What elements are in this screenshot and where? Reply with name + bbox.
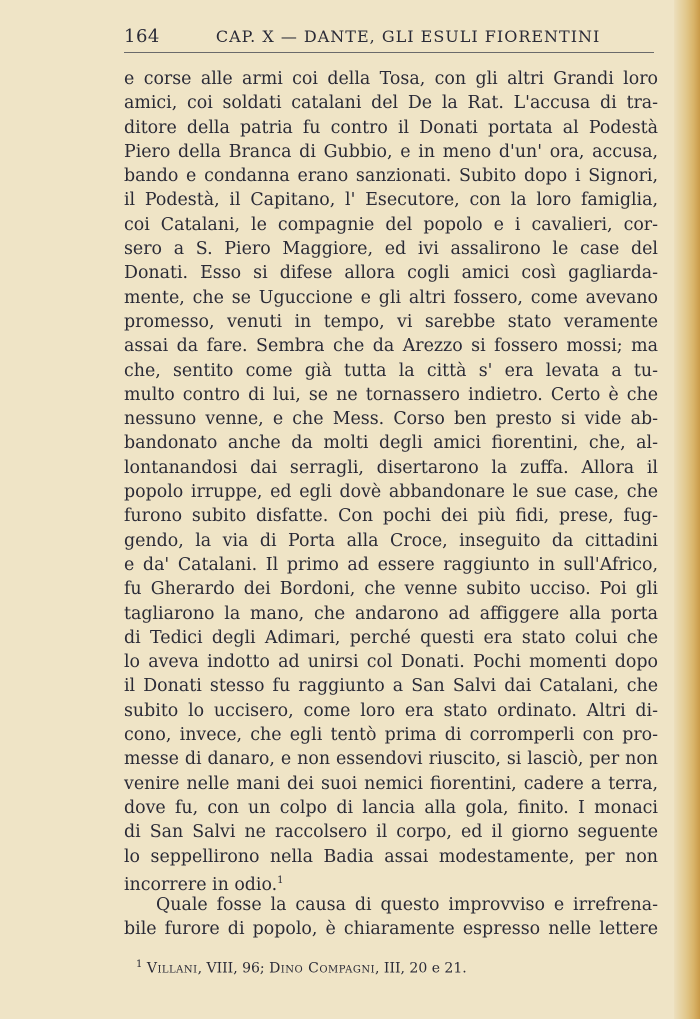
text-line: di Tedici degli Adimari, perché questi era stato colui che bbox=[124, 627, 658, 648]
page-edge bbox=[674, 0, 700, 1019]
text-line: gendo, la via di Porta alla Croce, inseguito da cittadini bbox=[124, 530, 658, 551]
page-header bbox=[124, 26, 658, 47]
text-line: lontanandosi dai serragli, disertarono la zuffa. Allora il bbox=[124, 457, 658, 478]
text-line: e da' Catalani. Il primo ad essere raggiunto in sull'Africo, bbox=[124, 554, 658, 575]
text-line: messe di danaro, e non essendovi riuscito, si lasciò, per non bbox=[124, 749, 658, 770]
text-line: fu Gherardo dei Bordoni, che venne subito ucciso. Poi gli bbox=[124, 579, 658, 600]
footnote-author: Villani bbox=[146, 960, 198, 977]
text-line: mente, che se Uguccione e gli altri fossero, come avevano bbox=[124, 287, 658, 308]
text-line-paragraph-start: Quale fosse la causa di questo improvviso e irrefrena- bbox=[156, 895, 658, 916]
text-line: di San Salvi ne raccolsero il corpo, ed il giorno seguente bbox=[124, 822, 658, 843]
running-head: CAP. X — DANTE, GLI ESULI FIORENTINI bbox=[215, 27, 601, 46]
text-line: Piero della Branca di Gubbio, e in meno d'un' ora, accusa, bbox=[124, 141, 658, 162]
text-line: lo aveva indotto ad unirsi col Donati. Pochi momenti dopo bbox=[124, 652, 658, 673]
footnote-marker: 1 bbox=[136, 959, 143, 970]
footnote-reference[interactable]: 1 bbox=[277, 874, 284, 886]
text-line: lo seppellirono nella Badia assai modestamente, per non bbox=[124, 846, 658, 867]
text-line-paragraph-end bbox=[124, 869, 658, 893]
text-line: il Podestà, il Capitano, l' Esecutore, con la loro famiglia, bbox=[124, 190, 658, 211]
text-line: furono subito disfatte. Con pochi dei più fidi, prese, fug- bbox=[124, 506, 658, 527]
text-line: cono, invece, che egli tentò prima di corromperli con pro- bbox=[124, 725, 658, 746]
text-line: che, sentito come già tutta la città s' era levata a tu- bbox=[124, 360, 658, 381]
text-line: bando e condanna erano sanzionati. Subito dopo i Signori, bbox=[124, 166, 658, 187]
page-number: 164 bbox=[124, 26, 160, 47]
text-line: tagliarono la mano, che andarono ad affiggere alla porta bbox=[124, 603, 658, 624]
text-line: coi Catalani, le compagnie del popolo e i cavalieri, cor- bbox=[124, 214, 658, 235]
text-line-content: incorrere in odio. bbox=[124, 874, 278, 895]
text-line: multo contro di lui, se ne tornassero indietro. Certo è che bbox=[124, 384, 658, 405]
footnote bbox=[136, 959, 656, 977]
text-line: bile furore di popolo, è chiaramente espresso nelle lettere bbox=[124, 919, 658, 940]
text-line: dove fu, con un colpo di lancia alla gola, finito. I monaci bbox=[124, 797, 658, 818]
text-line: bandonato anche da molti degli amici fiorentini, che, al- bbox=[124, 433, 658, 454]
text-line: il Donati stesso fu raggiunto a San Salvi dai Catalani, che bbox=[124, 676, 658, 697]
body-text bbox=[124, 67, 658, 942]
text-line: ditore della patria fu contro il Donati portata al Podestà bbox=[124, 117, 658, 138]
footnote-citation: , III, 20 e 21. bbox=[375, 960, 467, 977]
text-line: assai da fare. Sembra che da Arezzo si fossero mossi; ma bbox=[124, 336, 658, 357]
text-line: subito lo uccisero, come loro era stato ordinato. Altri di- bbox=[124, 700, 658, 721]
header-rule bbox=[124, 52, 654, 53]
footnote-author: Dino Compagni bbox=[269, 960, 376, 977]
text-line: promesso, venuti in tempo, vi sarebbe stato veramente bbox=[124, 311, 658, 332]
text-line: amici, coi soldati catalani del De la Rat. L'accusa di tra- bbox=[124, 93, 658, 114]
text-line: venire nelle mani dei suoi nemici fiorentini, cadere a terra, bbox=[124, 773, 658, 794]
footnote-citation: , VIII, 96; bbox=[197, 960, 270, 977]
text-line: e corse alle armi coi della Tosa, con gli altri Grandi loro bbox=[124, 69, 658, 89]
text-line: nessuno venne, e che Mess. Corso ben presto si vide ab- bbox=[124, 409, 658, 430]
text-line: popolo irruppe, ed egli dovè abbandonare le sue case, che bbox=[124, 482, 658, 503]
text-line: sero a S. Piero Maggiore, ed ivi assalirono le case del bbox=[124, 239, 658, 260]
text-line: Donati. Esso si difese allora cogli amici così gagliarda- bbox=[124, 263, 658, 284]
